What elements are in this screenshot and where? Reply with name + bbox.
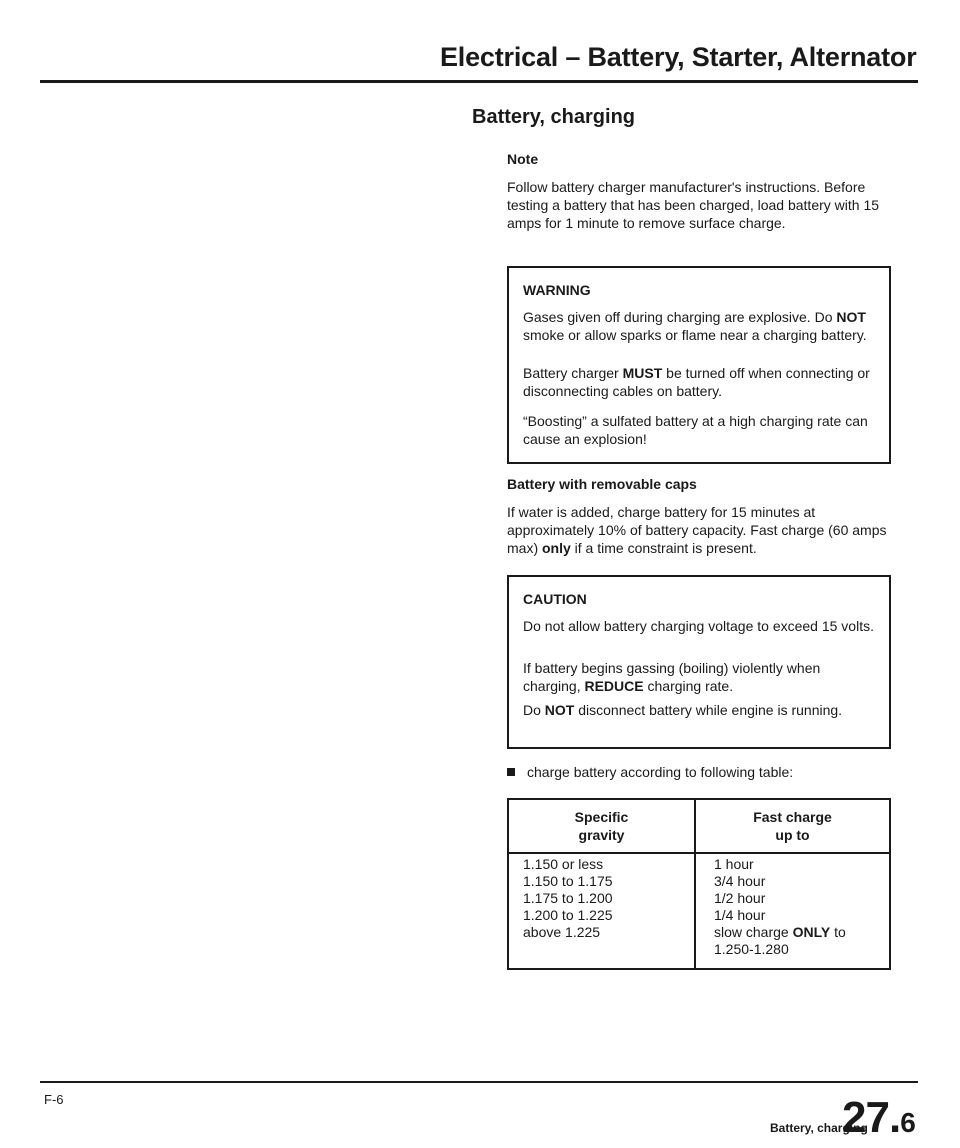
warning-paragraph-1 xyxy=(523,308,881,344)
table-header-charge-line-1: Fast charge xyxy=(753,809,832,825)
warning-p1-c: smoke or allow sparks or flame near a charging battery. xyxy=(523,327,867,343)
bullet-text: charge battery according to following table: xyxy=(527,764,794,780)
warning-label: WARNING xyxy=(523,282,591,298)
warning-p1-b: NOT xyxy=(836,309,866,325)
caution-box xyxy=(507,575,891,749)
table-header-fast-charge xyxy=(696,808,889,844)
removable-caps-text-a: If water is added, charge battery for 15 minutes at approximately 10% of battery capacity. Fast charge (60 amps max) xyxy=(507,504,887,556)
table-cell-charge: 1/2 hour xyxy=(714,890,766,906)
table-cell-gravity: 1.200 to 1.225 xyxy=(523,907,613,923)
removable-caps-label: Battery with removable caps xyxy=(507,476,697,492)
footer-num-sub: 6 xyxy=(900,1107,915,1138)
warning-p1-a: Gases given off during charging are explosive. Do xyxy=(523,309,837,325)
warning-paragraph-2 xyxy=(523,364,881,400)
table-cell-gravity: 1.150 or less xyxy=(523,856,604,872)
caution-paragraph-3 xyxy=(523,701,881,719)
removable-caps-text-c: if a time constraint is present. xyxy=(570,540,757,556)
table-cell-charge-last-line-2: 1.250-1.280 xyxy=(714,941,789,957)
table-cell-charge: 3/4 hour xyxy=(714,873,766,889)
footer-num-main: 27 xyxy=(842,1093,889,1142)
section-title: Battery, charging xyxy=(472,106,635,128)
table-cell-gravity: above 1.225 xyxy=(523,924,601,940)
table-cell-gravity: 1.150 to 1.175 xyxy=(523,873,613,889)
footer-section-name: Battery, charging xyxy=(770,1121,868,1135)
warning-p2-a: Battery charger xyxy=(523,365,623,381)
page-header-title: Electrical – Battery, Starter, Alternator xyxy=(440,42,917,72)
caution-p3-c: disconnect battery while engine is running. xyxy=(574,702,843,718)
charge-last-a: slow charge xyxy=(714,924,793,940)
table-column-gravity xyxy=(523,856,613,941)
warning-paragraph-3: “Boosting” a sulfated battery at a high charging rate can cause an explosion! xyxy=(523,413,868,447)
caution-label: CAUTION xyxy=(523,591,587,607)
warning-p2-b: MUST xyxy=(622,365,663,381)
bullet-item xyxy=(507,764,793,780)
charge-last-b: ONLY xyxy=(792,924,831,940)
bullet-square-icon xyxy=(507,768,515,776)
removable-caps-text-b: only xyxy=(542,540,571,556)
footer-num-dot: . xyxy=(888,1093,901,1142)
table-header-divider xyxy=(509,852,889,854)
table-header-gravity xyxy=(509,808,694,844)
table-cell-gravity: 1.175 to 1.200 xyxy=(523,890,613,906)
caution-p3-b: NOT xyxy=(544,702,575,718)
caution-p2-a: If battery begins gassing (boiling) violently when charging, xyxy=(523,660,821,694)
caution-p3-a: Do xyxy=(523,702,545,718)
charge-last-c: to xyxy=(830,924,846,940)
table-cell-charge: 1/4 hour xyxy=(714,907,766,923)
caution-p2-b: REDUCE xyxy=(584,678,644,694)
caution-paragraph-1: Do not allow battery charging voltage to exceed 15 volts. xyxy=(523,618,874,634)
removable-caps-text xyxy=(507,503,897,557)
table-cell-charge: 1 hour xyxy=(714,856,754,872)
table-column-charge xyxy=(714,856,846,958)
footer-page-number xyxy=(842,1093,915,1143)
warning-box xyxy=(507,266,891,464)
footer-page-code: F-6 xyxy=(44,1092,64,1107)
note-label: Note xyxy=(507,151,539,167)
note-text: Follow battery charger manufacturer's instructions. Before testing a battery that has been charged, load battery with 15 amps for 1 minute to remove surface charge. xyxy=(507,179,880,231)
caution-p2-c: charging rate. xyxy=(643,678,734,694)
caution-paragraph-2 xyxy=(523,659,881,695)
table-cell-charge-last xyxy=(714,924,846,941)
warning-p2-c: be turned off when connecting or disconnecting cables on battery. xyxy=(523,365,870,399)
table-header-gravity-line-1: Specific xyxy=(574,809,629,825)
table-header-gravity-line-2: gravity xyxy=(578,827,625,843)
table-header-charge-line-2: up to xyxy=(775,827,810,843)
charge-table xyxy=(507,798,891,970)
footer-rule xyxy=(40,1081,918,1083)
header-rule xyxy=(40,80,918,83)
